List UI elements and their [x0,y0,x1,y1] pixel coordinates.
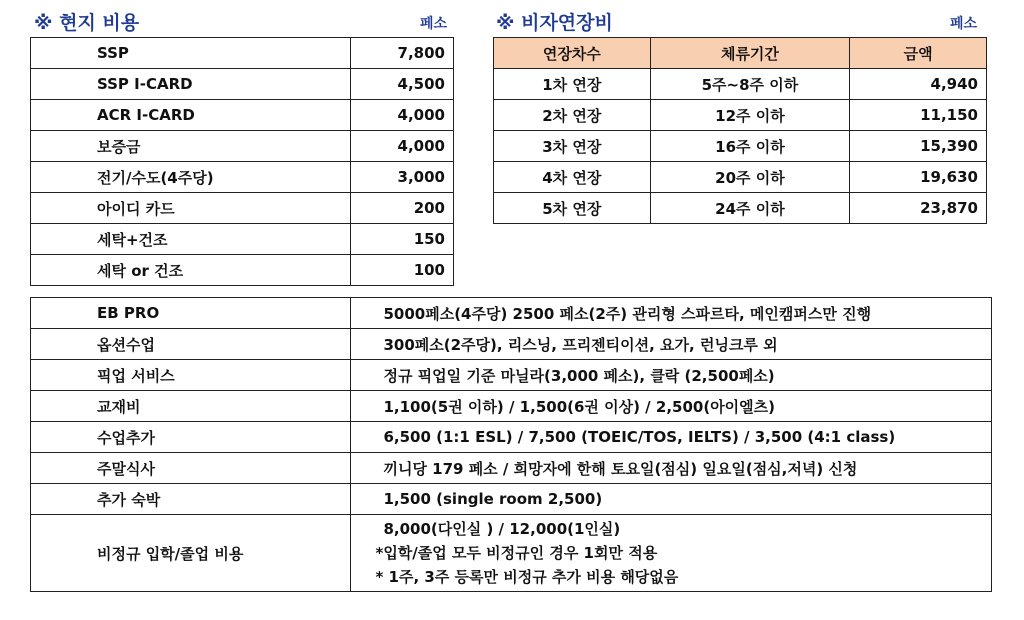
extra-item-description: 6,500 (1:1 ESL) / 7,500 (TOEIC/TOS, IELTS) / 3,500 (4:1 class) [351,422,992,453]
table-row [31,38,454,69]
extra-item-label: EB PRO [31,298,351,329]
extension-round-cell: 3차 연장 [494,131,651,162]
cost-item-label: 보증금 [31,131,351,162]
extra-item-label: 추가 숙박 [31,484,351,515]
table-row [494,100,987,131]
extra-item-description: 300페소(2주당), 리스닝, 프리젠티이션, 요가, 런닝크루 외 [351,329,992,360]
cost-item-value: 7,800 [351,38,454,69]
table-row [31,162,454,193]
extra-item-description: 5000페소(4주당) 2500 페소(2주) 관리형 스파르타, 메인캠퍼스만 진행 [351,298,992,329]
cost-item-label: 아이디 카드 [31,193,351,224]
table-row [31,391,992,422]
extra-item-description: 끼니당 179 페소 / 희망자에 한해 토요일(점심) 일요일(점심,저녁) 신청 [351,453,992,484]
visa-header-row [494,38,987,69]
column-header-round: 연장차수 [494,38,651,69]
irregular-fee-label: 비정규 입학/졸업 비용 [31,515,351,592]
local-costs-table [30,37,454,286]
cost-item-value: 4,500 [351,69,454,100]
extra-item-label: 옵션수업 [31,329,351,360]
stay-period-cell: 24주 이하 [650,193,850,224]
local-costs-heading: ※ 현지 비용 [34,12,140,34]
irregular-fee-note: *입학/졸업 모두 비정규인 경우 1회만 적용 [375,544,658,562]
cost-item-value: 150 [351,224,454,255]
table-row [31,131,454,162]
table-row [31,422,992,453]
cost-item-value: 200 [351,193,454,224]
extra-item-description: 1,500 (single room 2,500) [351,484,992,515]
column-header-period: 체류기간 [650,38,850,69]
cost-item-value: 4,000 [351,131,454,162]
table-row [31,515,992,592]
extra-costs-table [30,297,992,592]
irregular-fee-line: 8,000(다인실 ) / 12,000(1인실) [383,520,621,538]
extra-item-description: 1,100(5권 이하) / 1,500(6권 이상) / 2,500(아이엘츠) [351,391,992,422]
amount-cell: 11,150 [850,100,987,131]
cost-item-label: ACR I-CARD [31,100,351,131]
irregular-fee-note: * 1주, 3주 등록만 비정규 추가 비용 해당없음 [375,568,679,586]
visa-extension-table [493,37,987,224]
extra-item-description: 정규 픽업일 기준 마닐라(3,000 페소), 클락 (2,500페소) [351,360,992,391]
cost-item-label: 세탁+건조 [31,224,351,255]
extension-round-cell: 4차 연장 [494,162,651,193]
table-row [31,193,454,224]
table-row [494,193,987,224]
amount-cell: 19,630 [850,162,987,193]
visa-extension-unit: 페소 [950,16,978,32]
stay-period-cell: 12주 이하 [650,100,850,131]
amount-cell: 15,390 [850,131,987,162]
table-row [31,224,454,255]
table-row [494,162,987,193]
table-row [31,69,454,100]
extension-round-cell: 5차 연장 [494,193,651,224]
extension-round-cell: 1차 연장 [494,69,651,100]
extra-item-label: 수업추가 [31,422,351,453]
table-row [31,484,992,515]
extra-item-label: 주말식사 [31,453,351,484]
table-row [494,69,987,100]
extra-item-label: 픽업 서비스 [31,360,351,391]
table-row [31,298,992,329]
cost-item-label: 세탁 or 건조 [31,255,351,286]
table-row [31,453,992,484]
stay-period-cell: 5주~8주 이하 [650,69,850,100]
extra-item-label: 교재비 [31,391,351,422]
stay-period-cell: 20주 이하 [650,162,850,193]
irregular-fee-detail [351,515,992,592]
cost-item-value: 100 [351,255,454,286]
table-row [31,100,454,131]
table-row [494,131,987,162]
cost-item-label: SSP I-CARD [31,69,351,100]
cost-item-label: SSP [31,38,351,69]
local-costs-unit: 페소 [420,16,448,32]
table-row [31,255,454,286]
cost-item-value: 3,000 [351,162,454,193]
stay-period-cell: 16주 이하 [650,131,850,162]
visa-extension-heading: ※ 비자연장비 [496,12,613,34]
extension-round-cell: 2차 연장 [494,100,651,131]
cost-item-label: 전기/수도(4주당) [31,162,351,193]
amount-cell: 4,940 [850,69,987,100]
amount-cell: 23,870 [850,193,987,224]
table-row [31,360,992,391]
column-header-amount: 금액 [850,38,987,69]
cost-item-value: 4,000 [351,100,454,131]
table-row [31,329,992,360]
